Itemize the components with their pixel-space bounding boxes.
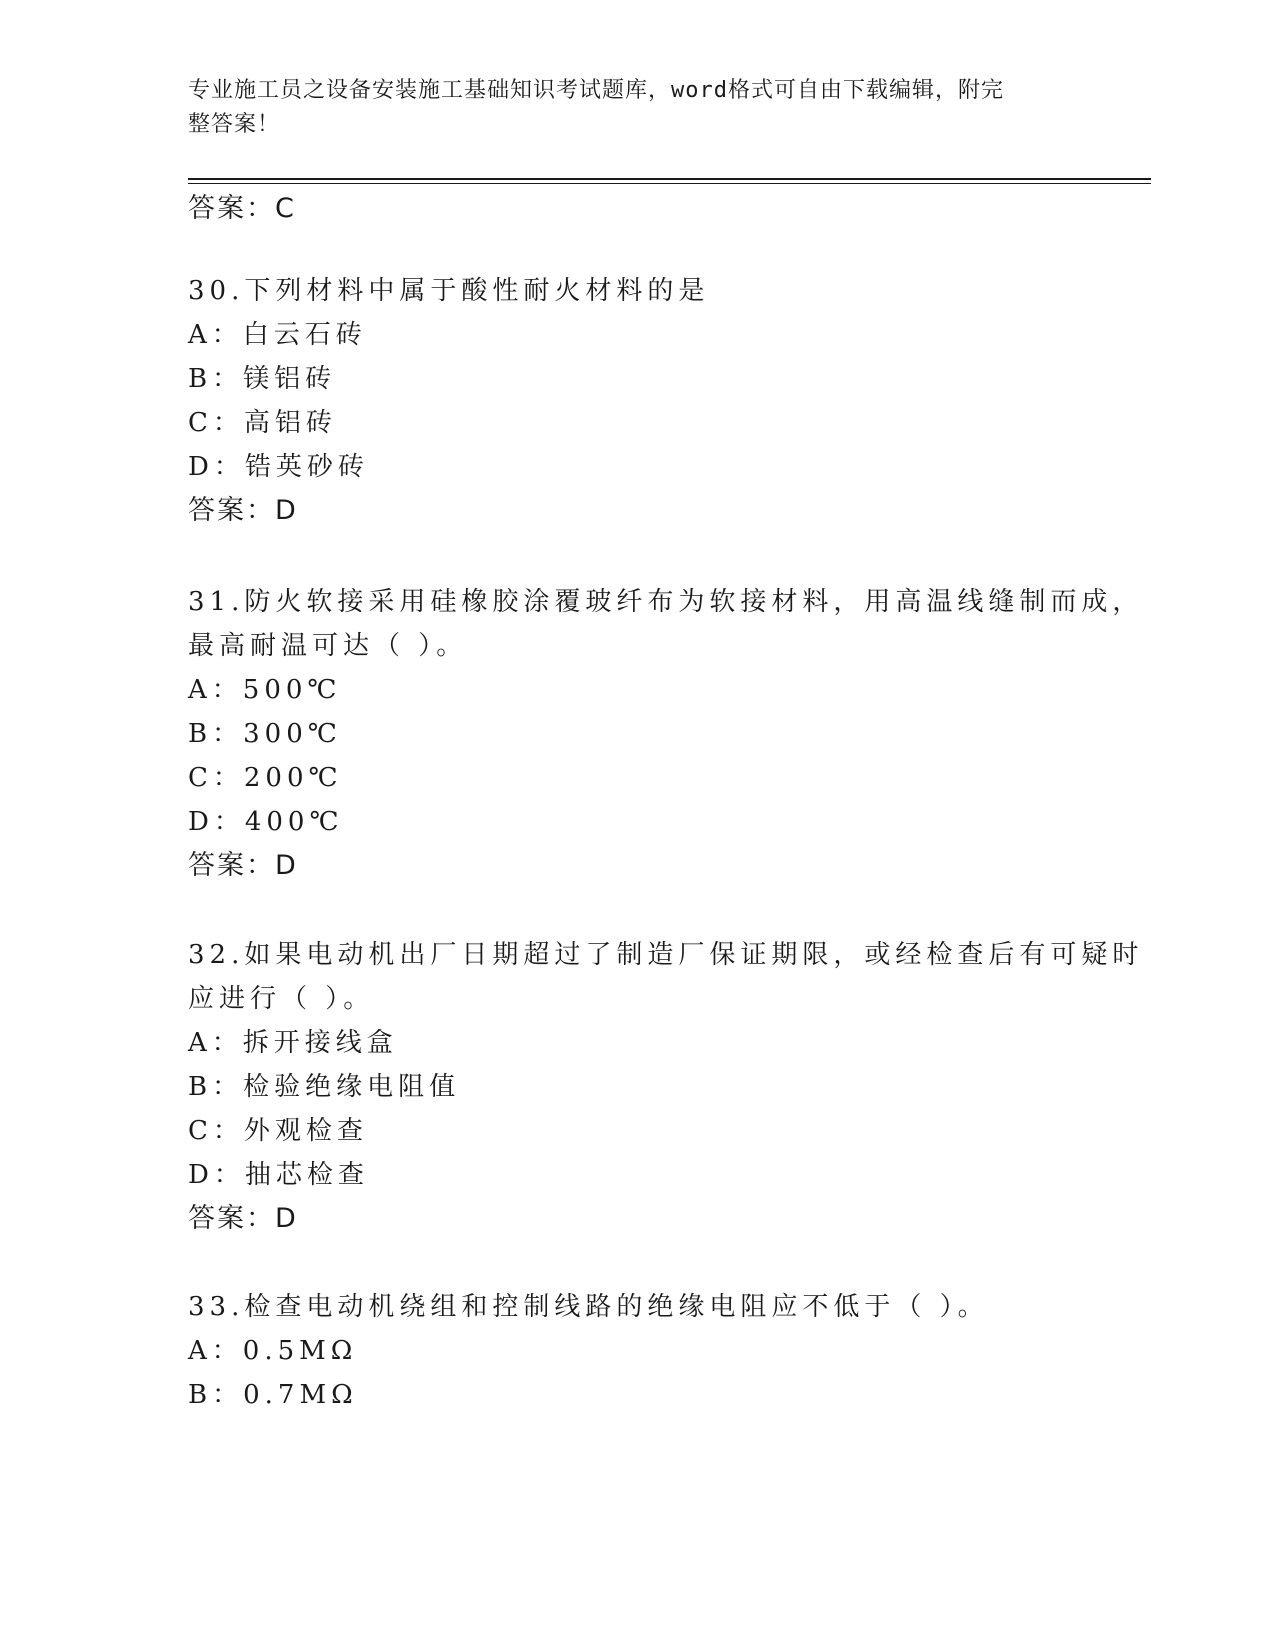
q31-stem-line-2: 最高耐温可达（ ）。 bbox=[188, 631, 468, 661]
q31-option-a: A：500℃ bbox=[188, 675, 342, 705]
q30-option-a: A：白云石砖 bbox=[188, 320, 367, 350]
prev-answer: 答案：C bbox=[188, 193, 296, 224]
q31-answer: 答案：D bbox=[188, 850, 298, 881]
q30-option-b: B：镁铝砖 bbox=[188, 364, 337, 394]
q30-option-d: D：锆英砂砖 bbox=[188, 452, 369, 482]
q30-answer: 答案：D bbox=[188, 495, 298, 526]
q32-option-a: A：拆开接线盒 bbox=[188, 1028, 398, 1058]
q32-option-c: C：外观检查 bbox=[188, 1116, 368, 1146]
q31-option-b: B：300℃ bbox=[188, 719, 342, 749]
q30-option-c: C：高铝砖 bbox=[188, 408, 337, 438]
q31-option-d: D：400℃ bbox=[188, 807, 344, 837]
header-line-2: 整答案！ bbox=[188, 112, 281, 137]
q30-stem: 30.下列材料中属于酸性耐火材料的是 bbox=[188, 276, 710, 306]
q33-option-a: A：0.5MΩ bbox=[188, 1336, 358, 1366]
header-rule-thin bbox=[188, 183, 1151, 184]
q32-stem-line-1: 32.如果电动机出厂日期超过了制造厂保证期限，或经检查后有可疑时 bbox=[188, 940, 1144, 970]
page-header bbox=[188, 74, 1068, 142]
q32-option-d: D：抽芯检查 bbox=[188, 1160, 369, 1190]
header-rule bbox=[188, 178, 1151, 180]
q31-option-c: C：200℃ bbox=[188, 763, 343, 793]
q33-option-b: B：0.7MΩ bbox=[188, 1380, 358, 1410]
q32-stem-line-2: 应进行（ ）。 bbox=[188, 984, 375, 1014]
q31-stem-line-1: 31.防火软接采用硅橡胶涂覆玻纤布为软接材料，用高温线缝制而成， bbox=[188, 587, 1144, 617]
header-line-1: 专业施工员之设备安装施工基础知识考试题库，word格式可自由下载编辑，附完 bbox=[188, 78, 1004, 103]
q33-stem: 33.检查电动机绕组和控制线路的绝缘电阻应不低于（ ）。 bbox=[188, 1292, 989, 1322]
q32-answer: 答案：D bbox=[188, 1203, 298, 1234]
q32-option-b: B：检验绝缘电阻值 bbox=[188, 1072, 461, 1102]
